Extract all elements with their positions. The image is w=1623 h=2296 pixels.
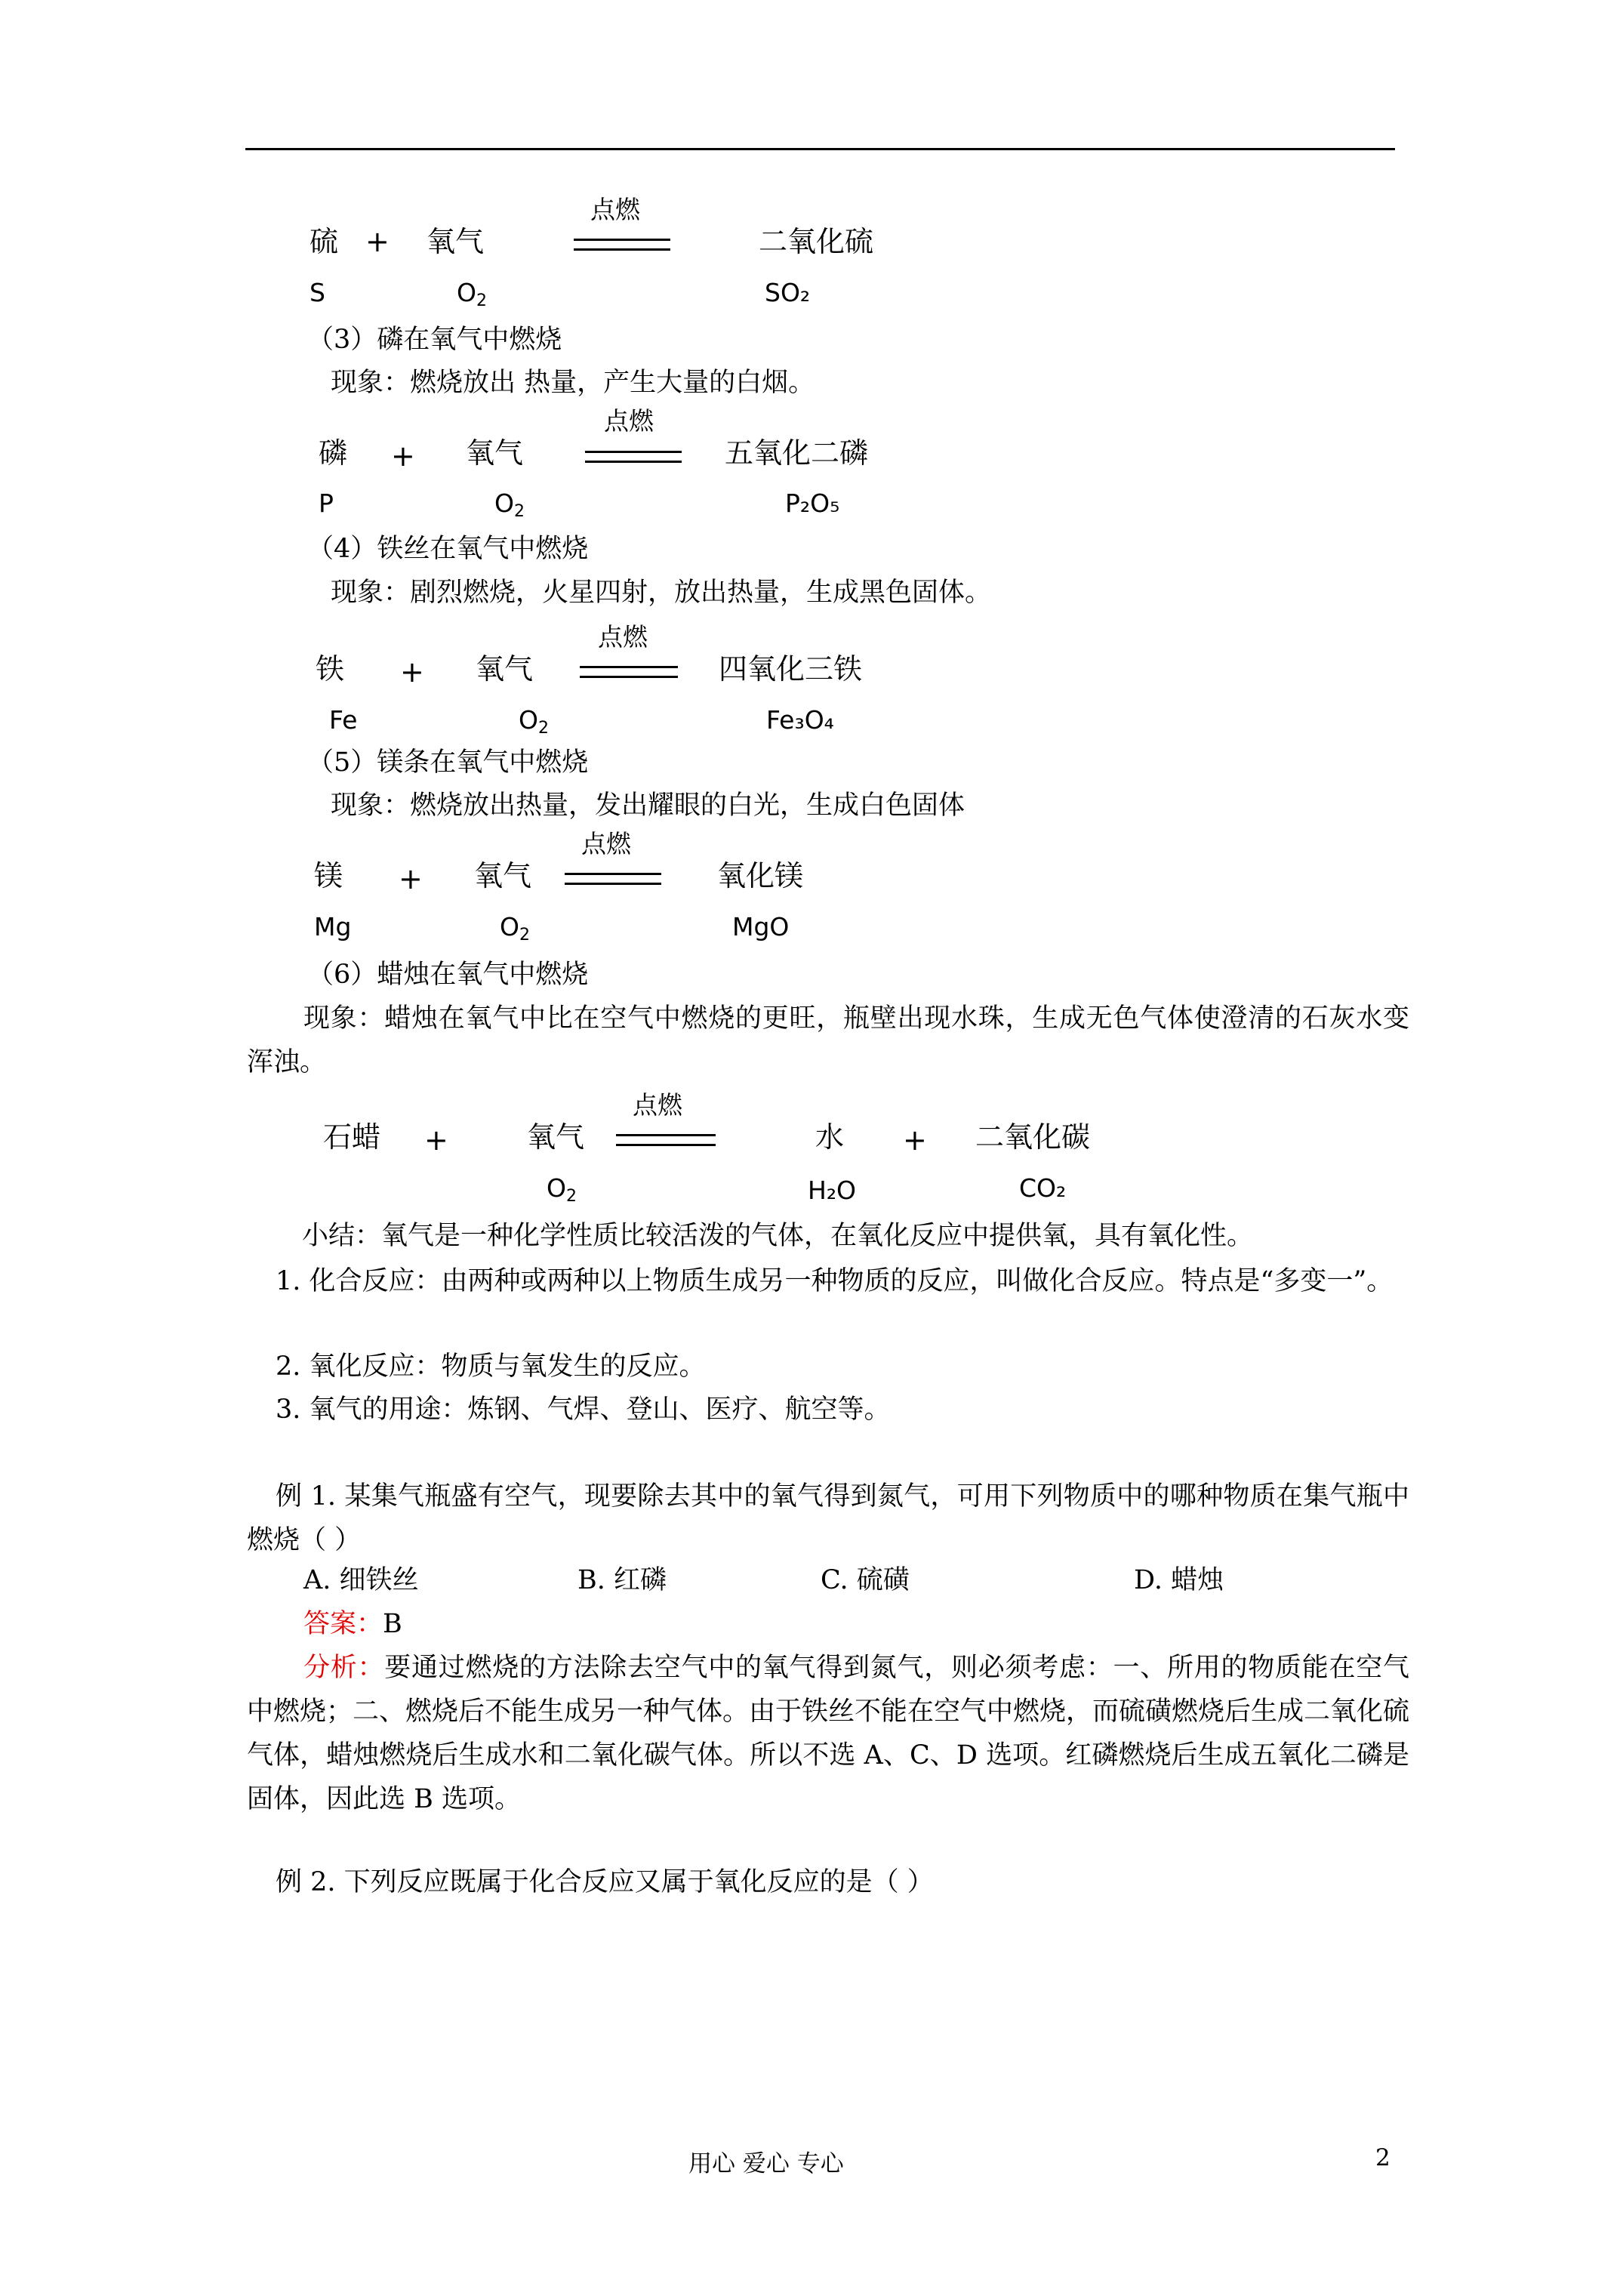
formula: $O_2$ [494,488,525,521]
phenomenon-text: 现象：蜡烛在氧气中比在空气中燃烧的更旺，瓶壁出现水珠，生成无色气体使澄清的石灰水变浑浊。 [247,1003,1409,1077]
reactant-word: 氧气 [427,225,485,258]
equals-arrow [585,451,682,463]
condition-label: 点燃 [590,195,640,224]
condition-label: 点燃 [598,622,648,652]
condition-label: 点燃 [581,829,631,858]
condition-label: 点燃 [604,406,654,436]
phenomenon-text: 现象：剧烈燃烧，火星四射，放出热量，生成黑色固体。 [331,578,992,608]
formula: P [319,488,334,518]
example-1-analysis [247,1646,1409,1821]
condition-label: 点燃 [633,1090,682,1120]
example-1-option-a: A. 细铁丝 [303,1565,419,1595]
example-2-question: 例 2. 下列反应既属于化合反应又属于氧化反应的是（ ） [276,1867,934,1897]
reactant-word: 氧气 [474,859,532,892]
formula: MgO [732,912,790,942]
equals-arrow [616,1134,716,1146]
product-word: 二氧化碳 [975,1120,1091,1154]
section-title: （3）磷在氧气中燃烧 [307,325,562,355]
formula: Fe₃O₄ [766,705,834,735]
summary-item-1: 1. 化合反应：由两种或两种以上物质生成另一种物质的反应，叫做化合反应。特点是“多变一”。 [276,1266,1394,1296]
analysis-text: 要通过燃烧的方法除去空气中的氧气得到氮气，则必须考虑：一、所用的物质能在空气中燃烧；二、燃烧后不能生成另一种气体。由于铁丝不能在空气中燃烧，而硫磺燃烧后生成二氧化硫气体，蜡烛燃烧后生成水和二氧化碳气体。所以不选 A、C、D 选项。红磷燃烧后生成五氧化二磷是固体，因此选 B 选项。 [247,1653,1410,1814]
equals-arrow [565,873,661,885]
section-title: （6）蜡烛在氧气中燃烧 [307,960,589,990]
reactant-word: 铁 [316,652,345,686]
answer-value: B [383,1609,402,1639]
example-1-question: 例 1. 某集气瓶盛有空气，现要除去其中的氧气得到氮气，可用下列物质中的哪种物质在集气瓶中燃烧（ ） [247,1481,1409,1555]
reactant-word: 镁 [314,859,343,892]
formula: $O_2$ [500,912,530,945]
summary-item-3: 3. 氧气的用途：炼钢、气焊、登山、医疗、航空等。 [276,1395,891,1425]
header-rule [245,148,1395,150]
example-1-option-b: B. 红磷 [577,1565,667,1595]
reactant-word: 氧气 [527,1120,585,1154]
formula: H₂O [808,1176,857,1205]
analysis-label: 分析： [303,1653,385,1683]
product-word: 氧化镁 [717,859,804,892]
plus-sign: + [400,655,424,689]
plus-sign: + [399,862,423,895]
formula: P₂O₅ [785,488,840,518]
formula: CO₂ [1019,1173,1067,1203]
example-1-option-c: C. 硫磺 [821,1565,910,1595]
reactant-word: 石蜡 [323,1120,381,1154]
formula: $O_2$ [519,705,549,738]
equals-arrow [574,239,670,251]
product-word: 五氧化二磷 [725,436,869,470]
reactant-word: 氧气 [476,652,534,686]
formula: $O_2$ [547,1173,577,1206]
summary-item-2: 2. 氧化反应：物质与氧发生的反应。 [276,1351,706,1382]
formula: $O_2$ [457,278,487,310]
formula: Fe [329,705,358,735]
formula: Mg [314,912,352,942]
example-1-option-d: D. 蜡烛 [1134,1565,1224,1595]
answer-label: 答案： [303,1609,383,1639]
section-title: （4）铁丝在氧气中燃烧 [307,534,589,564]
formula: SO₂ [765,278,811,307]
example-1-answer [303,1605,402,1643]
phenomenon-text: 现象：燃烧放出热量，发出耀眼的白光，生成白色固体 [331,791,965,821]
plus-sign: + [391,439,415,473]
product-word: 水 [815,1120,845,1154]
phenomenon-text: 现象：燃烧放出 热量，产生大量的白烟。 [331,368,815,398]
reactant-word: 氧气 [466,436,524,470]
summary-intro: 小结：氧气是一种化学性质比较活泼的气体，在氧化反应中提供氧，具有氧化性。 [302,1221,1254,1251]
reactant-word: 硫 [310,225,339,258]
equals-arrow [580,666,678,678]
product-word: 四氧化三铁 [719,652,863,686]
page-number: 2 [1375,2144,1390,2171]
formula: S [310,278,325,307]
product-word: 二氧化硫 [759,225,874,258]
reactant-word: 磷 [319,436,348,470]
plus-sign: + [903,1123,927,1157]
plus-sign: + [365,225,390,258]
section-title: （5）镁条在氧气中燃烧 [307,747,589,778]
plus-sign: + [424,1123,448,1157]
footer-motto: 用心 爱心 专心 [688,2150,844,2177]
